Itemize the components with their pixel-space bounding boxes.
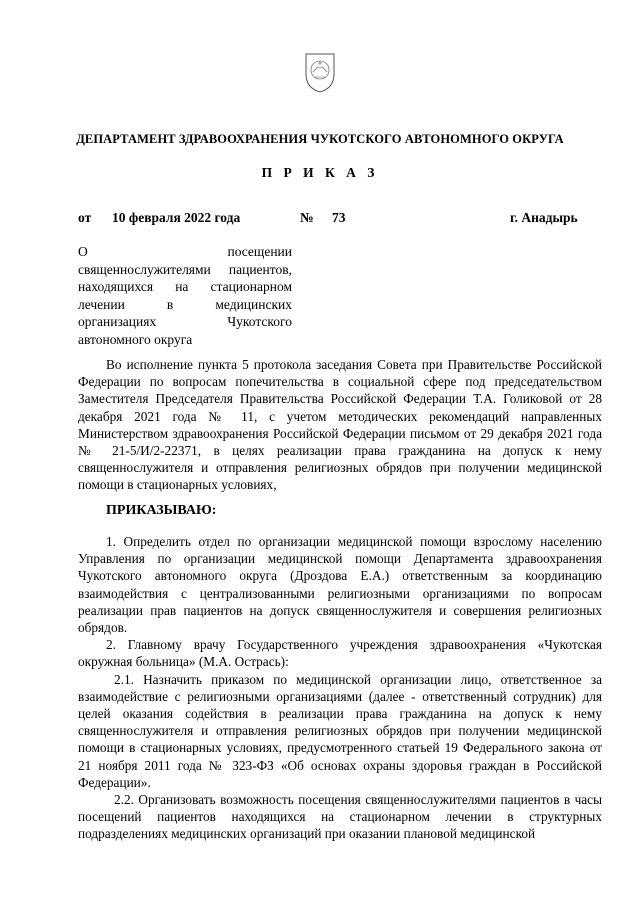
subject-line: О посещении (78, 244, 292, 259)
department-name: ДЕПАРТАМЕНТ ЗДРАВООХРАНЕНИЯ ЧУКОТСКОГО АВТОНОМНОГО ОКРУГА (76, 132, 564, 146)
order-items (78, 533, 602, 843)
subject-line: организациях Чукотского (78, 314, 292, 329)
number-sign: № (300, 210, 314, 225)
date-prefix: от (78, 210, 92, 225)
document-city: г. Анадырь (510, 210, 578, 225)
subject-line: автономного округа (78, 331, 193, 347)
preamble-paragraph: Во исполнение пункта 5 протокола заседания Совета при Правительстве Российской Федерации по вопросам попечительства в социальной сфере под председательством Заместителя Председателя Правительства Российской Федерации Т.А. Голиковой от 28 декабря 2021 года № 11, с учетом методических рекомендаций направленных Министерством здравоохранения Российской Федерации письмом от 29 декабря 2021 года № 21-5/И/2-22371, в целях реализации права гражданина на допуск к нему священнослужителя и отправления религиозных обрядов при получении медицинской помощи в стационарных условиях, (78, 357, 602, 493)
subject-line: священнослужителями пациентов, (78, 261, 292, 277)
order-item: 1. Определить отдел по организации медицинской помощи взрослому населению Управления по организации медицинской помощи Департамента здравоохранения Чукотского автономного округа (Дроздова Е.А.) ответственным за координацию взаимодействия с централизованными религиозными организациями по вопросам реализации прав пациентов на допуск священнослужителя и совершения религиозных обрядов. (78, 534, 602, 636)
subject-line: находящихся на стационарном (78, 279, 292, 294)
subject-line: лечении в медицинских (78, 296, 292, 312)
preamble-section (78, 356, 602, 494)
coat-of-arms-emblem-icon (302, 50, 338, 94)
order-subitem: 2.1. Назначить приказом по медицинской организации лицо, ответственное за взаимодействие с религиозными организациями (далее - ответственный сотрудник) для целей оказания содействия в реализации права гражданина на допуск к нему священнослужителя и отправления религиозных обрядов при получении медицинской помощи в стационарных условиях, предусмотренного статьей 19 Федерального закона от 21 ноября 2011 года № 323-ФЗ «Об основах охраны здоровья граждан в Российской Федерации». (78, 671, 602, 790)
order-heading: ПРИКАЗЫВАЮ: (106, 503, 217, 518)
document-type-title: П Р И К А З (261, 165, 379, 180)
document-number: 73 (332, 210, 346, 225)
order-subitem: 2.2. Организовать возможность посещения священнослужителями пациентов в часы посещений пациентов находящихся на стационарном лечении в структурных подразделениях медицинских организаций при оказании плановой медицинской (78, 792, 602, 842)
document-subject (78, 243, 292, 348)
document-date: 10 февраля 2022 года (112, 210, 241, 225)
order-item: 2. Главному врачу Государственного учреждения здравоохранения «Чукотская окружная больница» (М.А. Острась): (78, 637, 602, 670)
